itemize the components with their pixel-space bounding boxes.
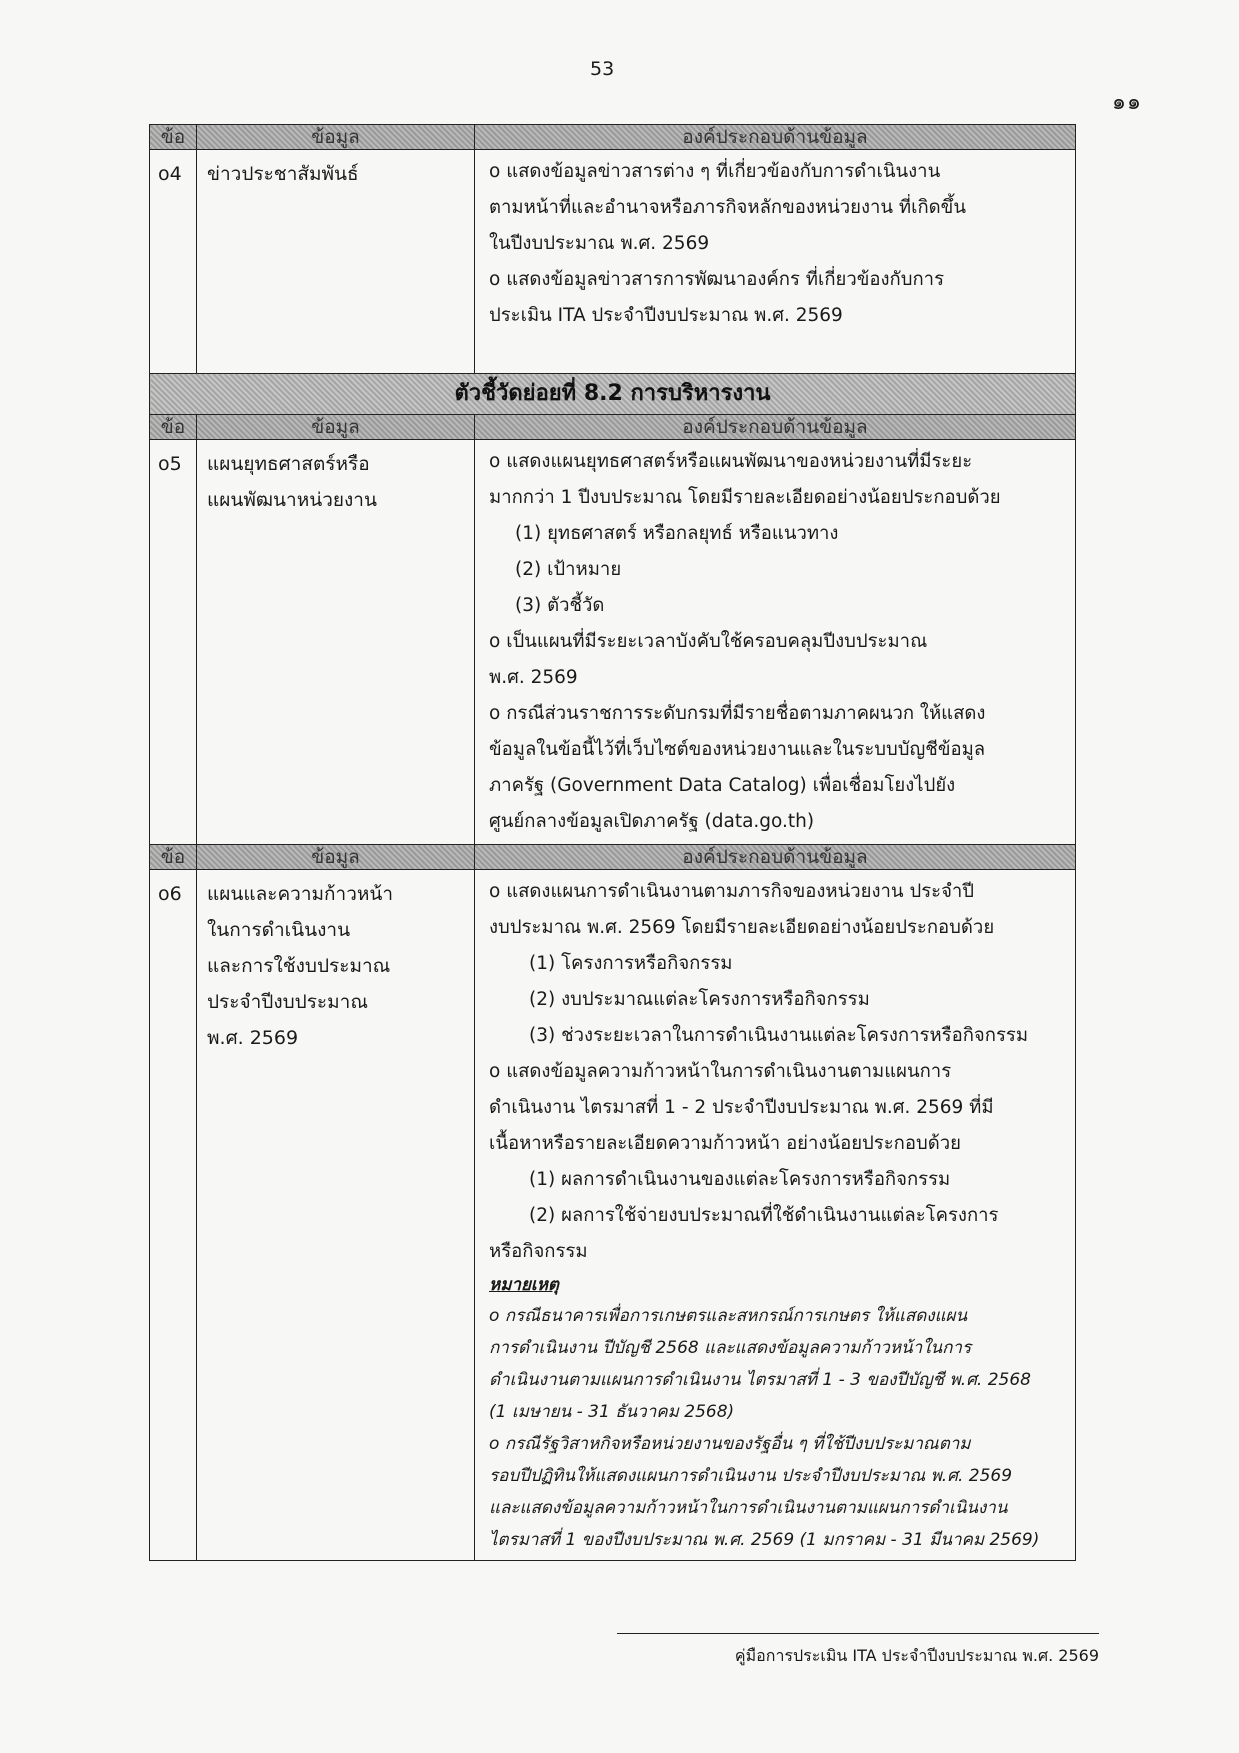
- component-line: ตามหน้าที่และอำนาจหรือภารกิจหลักของหน่วยงาน ที่เกิดขึ้น: [489, 197, 966, 218]
- row-number: o5: [150, 440, 197, 845]
- row-components: [475, 870, 1076, 1561]
- component-subitem: (2) งบประมาณแต่ละโครงการหรือกิจกรรม: [529, 989, 870, 1010]
- col-header-components: องค์ประกอบด้านข้อมูล: [475, 125, 1076, 150]
- col-header-no: ข้อ: [150, 415, 197, 440]
- info-line: แผนพัฒนาหน่วยงาน: [207, 489, 377, 511]
- page-number: 53: [590, 58, 615, 80]
- component-line: o แสดงข้อมูลข่าวสารการพัฒนาองค์กร ที่เกี่ยวข้องกับการ: [489, 269, 945, 290]
- note-title: หมายเหตุ: [489, 1275, 559, 1295]
- component-subitem: (1) โครงการหรือกิจกรรม: [529, 953, 733, 974]
- component-line: ประเมิน ITA ประจำปีงบประมาณ พ.ศ. 2569: [489, 305, 843, 326]
- component-line: o แสดงข้อมูลความก้าวหน้าในการดำเนินงานตามแผนการ: [489, 1061, 952, 1082]
- note-line: o กรณีรัฐวิสาหกิจหรือหน่วยงานของรัฐอื่น ๆ ที่ใช้ปีงบประมาณตาม: [489, 1434, 971, 1454]
- note-line: การดำเนินงาน ปีบัญชี 2568 และแสดงข้อมูลความก้าวหน้าในการ: [489, 1338, 972, 1358]
- component-subitem: (1) ผลการดำเนินงานของแต่ละโครงการหรือกิจกรรม: [529, 1169, 951, 1190]
- component-subitem: (2) ผลการใช้จ่ายงบประมาณที่ใช้ดำเนินงานแต่ละโครงการ: [529, 1205, 999, 1226]
- note-line: o กรณีธนาคารเพื่อการเกษตรและสหกรณ์การเกษตร ให้แสดงแผน: [489, 1306, 968, 1326]
- col-header-info: ข้อมูล: [197, 125, 475, 150]
- component-subitem: (1) ยุทธศาสตร์ หรือกลยุทธ์ หรือแนวทาง: [515, 523, 839, 544]
- component-line: o เป็นแผนที่มีระยะเวลาบังคับใช้ครอบคลุมปีงบประมาณ: [489, 631, 928, 652]
- info-line: ประจำปีงบประมาณ: [207, 991, 368, 1013]
- component-subitem: (3) ช่วงระยะเวลาในการดำเนินงานแต่ละโครงการหรือกิจกรรม: [529, 1025, 1029, 1046]
- indicator-banner: ตัวชี้วัดย่อยที่ 8.2 การบริหารงาน: [150, 374, 1076, 415]
- page-number-thai: ๑๑: [1112, 90, 1142, 115]
- indicator-banner-row: [150, 374, 1076, 415]
- footer-divider: [617, 1633, 1099, 1634]
- info-line: แผนและความก้าวหน้า: [207, 883, 394, 905]
- note-line: ไตรมาสที่ 1 ของปีงบประมาณ พ.ศ. 2569 (1 มกราคม - 31 มีนาคม 2569): [489, 1530, 1040, 1550]
- component-line: ข้อมูลในข้อนี้ไว้ที่เว็บไซต์ของหน่วยงานและในระบบบัญชีข้อมูล: [489, 739, 986, 760]
- table-row-o6: [150, 870, 1076, 1561]
- note-line: และแสดงข้อมูลความก้าวหน้าในการดำเนินงานตามแผนการดำเนินงาน: [489, 1498, 1008, 1518]
- component-line: ภาครัฐ (Government Data Catalog) เพื่อเชื่อมโยงไปยัง: [489, 775, 956, 796]
- table-indicator-8-2: [149, 373, 1076, 1561]
- note-line: รอบปีปฏิทินให้แสดงแผนการดำเนินงาน ประจำปีงบประมาณ พ.ศ. 2569: [489, 1466, 1013, 1486]
- note-line: (1 เมษายน - 31 ธันวาคม 2568): [489, 1402, 735, 1422]
- row-components: [475, 150, 1076, 380]
- info-line: แผนยุทธศาสตร์หรือ: [207, 453, 370, 475]
- table-indicator-8-1: [149, 124, 1076, 380]
- col-header-components: องค์ประกอบด้านข้อมูล: [475, 845, 1076, 870]
- component-line: หรือกิจกรรม: [489, 1241, 588, 1262]
- component-line: o แสดงแผนการดำเนินงานตามภารกิจของหน่วยงาน ประจำปี: [489, 881, 975, 902]
- component-subitem: (3) ตัวชี้วัด: [515, 595, 605, 616]
- info-line: ในการดำเนินงาน: [207, 919, 351, 941]
- table-row-o4: [150, 150, 1076, 380]
- component-line: พ.ศ. 2569: [489, 667, 578, 688]
- row-number: o6: [150, 870, 197, 1561]
- col-header-info: ข้อมูล: [197, 415, 475, 440]
- component-line: งบประมาณ พ.ศ. 2569 โดยมีรายละเอียดอย่างน้อยประกอบด้วย: [489, 917, 995, 938]
- component-subitem: (2) เป้าหมาย: [515, 559, 622, 580]
- info-line: และการใช้งบประมาณ: [207, 955, 391, 977]
- col-header-no: ข้อ: [150, 845, 197, 870]
- row-info: [197, 440, 475, 845]
- row-info: [197, 150, 475, 380]
- component-line: o กรณีส่วนราชการระดับกรมที่มีรายชื่อตามภาคผนวก ให้แสดง: [489, 703, 986, 724]
- col-header-components: องค์ประกอบด้านข้อมูล: [475, 415, 1076, 440]
- footer-text: คู่มือการประเมิน ITA ประจำปีงบประมาณ พ.ศ. 2569: [734, 1646, 1099, 1665]
- row-components: [475, 440, 1076, 845]
- table-header-row: [150, 415, 1076, 440]
- component-line: o แสดงข้อมูลข่าวสารต่าง ๆ ที่เกี่ยวข้องกับการดำเนินงาน: [489, 161, 941, 182]
- row-info: [197, 870, 475, 1561]
- component-line: มากกว่า 1 ปีงบประมาณ โดยมีรายละเอียดอย่างน้อยประกอบด้วย: [489, 487, 1001, 508]
- info-line: ข่าวประชาสัมพันธ์: [207, 163, 359, 185]
- row-number: o4: [150, 150, 197, 380]
- info-line: พ.ศ. 2569: [207, 1027, 299, 1049]
- table-row-o5: [150, 440, 1076, 845]
- table-header-row: [150, 125, 1076, 150]
- col-header-info: ข้อมูล: [197, 845, 475, 870]
- component-line: o แสดงแผนยุทธศาสตร์หรือแผนพัฒนาของหน่วยงานที่มีระยะ: [489, 451, 973, 472]
- col-header-no: ข้อ: [150, 125, 197, 150]
- component-line: ศูนย์กลางข้อมูลเปิดภาครัฐ (data.go.th): [489, 811, 815, 832]
- component-line: ในปีงบประมาณ พ.ศ. 2569: [489, 233, 710, 254]
- component-line: เนื้อหาหรือรายละเอียดความก้าวหน้า อย่างน้อยประกอบด้วย: [489, 1133, 961, 1154]
- note-line: ดำเนินงานตามแผนการดำเนินงาน ไตรมาสที่ 1 - 3 ของปีบัญชี พ.ศ. 2568: [489, 1370, 1031, 1390]
- table-header-row: [150, 845, 1076, 870]
- component-line: ดำเนินงาน ไตรมาสที่ 1 - 2 ประจำปีงบประมาณ พ.ศ. 2569 ที่มี: [489, 1097, 994, 1118]
